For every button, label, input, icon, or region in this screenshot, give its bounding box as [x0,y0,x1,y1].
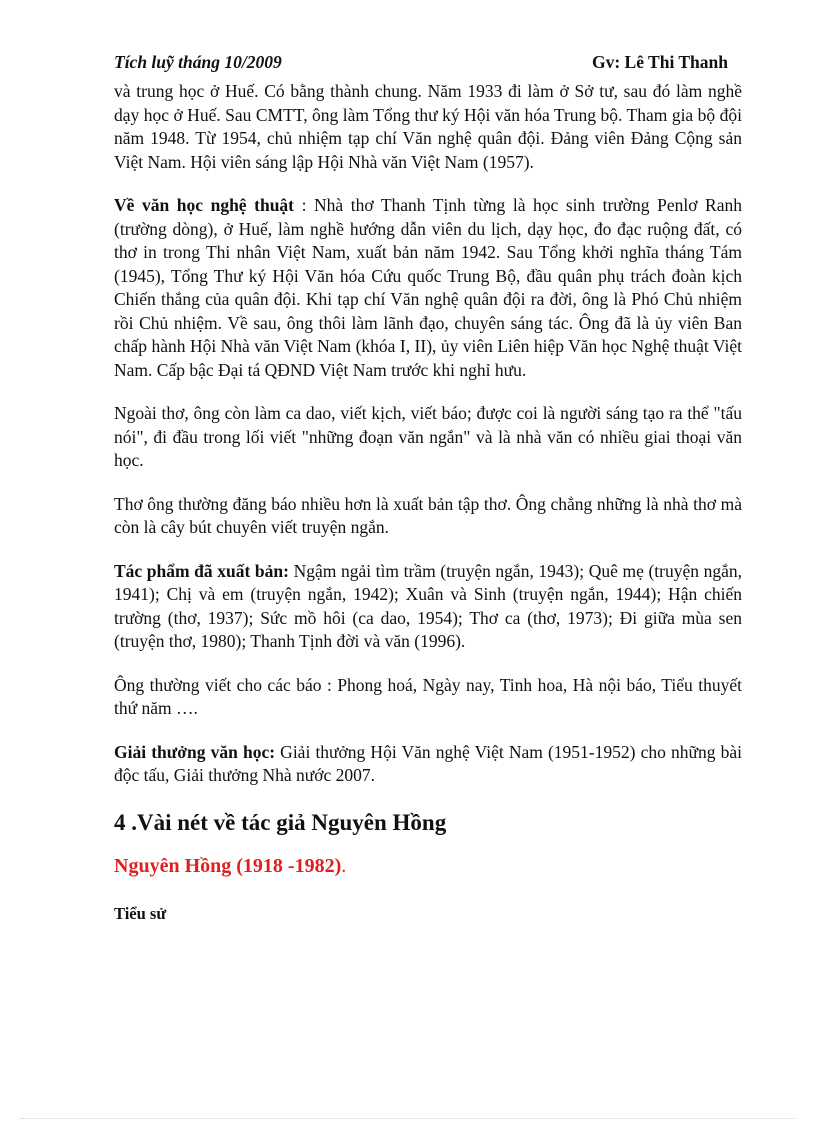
paragraph-awards-text: Giải thưởng Hội Văn nghệ Việt Nam (1951-1952) cho những bài độc tấu, Giải thưởng Nhà nước 2007. [114,741,743,785]
page-header [114,52,728,76]
paragraph-intro: và trung học ở Huế. Có bằng thành chung. Năm 1933 đi làm ở Sở tư, sau đó làm nghề dạy học ở Huế. Sau CMTT, ông làm Tổng thư ký Hội văn hóa Trung bộ. Tham gia bộ đội năm 1948. Từ 1954, chủ nhiệm tạp chí Văn nghệ quân đội. Đảng viên Đảng Cộng sản Việt Nam. Hội viên sáng lập Hội Nhà văn Việt Nam (1957). [114,81,742,172]
author-heading-dot: . [341,854,347,877]
paragraph-works-text: Ngậm ngải tìm trầm (truyện ngắn, 1943); Quê mẹ (truyện ngắn, 1941); Chị và em (truyện ngắn, 1942); Xuân và Sinh (truyện ngắn, 1944); Hận chiến trường (thơ, 1937); Sức mồ hôi (ca dao, 1954); Thơ ca (thơ, 1973); Đi giữa mùa sen (truyện thơ, 1980); Thanh Tịnh đời và văn (1996). [114,560,742,651]
paragraph-art-lead: Về văn học nghệ thuật [114,195,295,215]
paragraph-art [114,194,742,382]
paragraph-awards-lead: Giải thưởng văn học: [114,741,276,762]
author-name-years: Nguyên Hồng (1918 -1982) [114,854,342,877]
page-bottom-divider [20,1118,796,1119]
paragraph-poems: Thơ ông thường đăng báo nhiều hơn là xuất bản tập thơ. Ông chẳng những là nhà thơ mà còn là cây bút chuyên viết truyện ngắn. [114,493,742,537]
subheading-biography: Tiểu sử [114,903,167,923]
paragraph-awards [114,741,742,788]
header-title: Tích luỹ tháng 10/2009 [114,52,282,72]
author-heading [114,852,742,880]
header-teacher: Gv: Lê Thi Thanh [591,52,728,72]
document-body [114,80,742,945]
section-heading: 4 .Vài nét về tác giả Nguyên Hồng [114,809,447,835]
paragraph-besides: Ngoài thơ, ông còn làm ca dao, viết kịch, viết báo; được coi là người sáng tạo ra thể "tấu nói", đi đầu trong lối viết "những đoạn văn ngắn" và là nhà văn có nhiều giai thoại văn học. [114,403,742,470]
paragraph-art-text: : Nhà thơ Thanh Tịnh từng là học sinh trường Penlơ Ranh (trường dòng), ở Huế, làm nghề hướng dẫn viên du lịch, dạy học, đo đạc ruộng đất, có thơ in trong Thi nhân Việt Nam, xuất bản năm 1942. Sau Tổng khởi nghĩa tháng Tám (1945), Tổng Thư ký Hội Văn hóa Cứu quốc Trung Bộ, đầu quân phụ trách đoàn kịch Chiến thắng của quân đội. Khi tạp chí Văn nghệ quân đội ra đời, ông là Phó Chủ nhiệm rồi Chủ nhiệm. Về sau, ông thôi làm lãnh đạo, chuyên sáng tác. Ông đã là ủy viên Ban chấp hành Hội Nhà văn Việt Nam (khóa I, II), ủy viên Liên hiệp Văn học Nghệ thuật Việt Nam. Cấp bậc Đại tá QĐND Việt Nam trước khi nghỉ hưu. [114,195,742,380]
paragraph-newspapers: Ông thường viết cho các báo : Phong hoá, Ngày nay, Tinh hoa, Hà nội báo, Tiểu thuyết thứ năm …. [114,674,742,718]
paragraph-works [114,560,742,654]
paragraph-works-lead: Tác phẩm đã xuất bản: [114,560,289,581]
